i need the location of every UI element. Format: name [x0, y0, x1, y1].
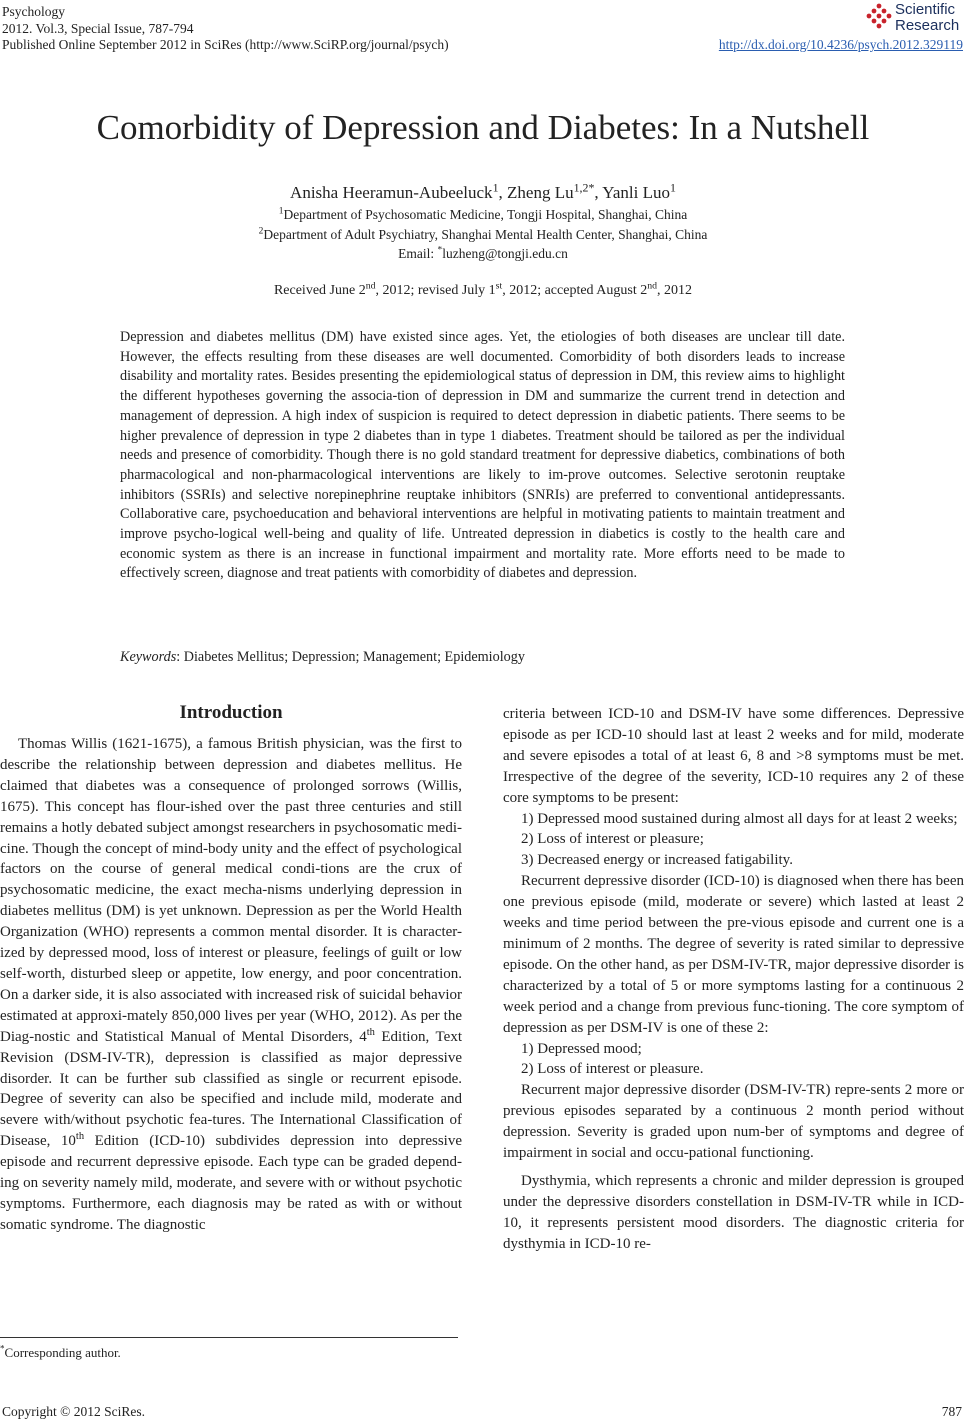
author-list: Anisha Heeramun-Aubeeluck$^1$, Zheng $Lu^{1,2*}$, Yanli Luo$^1$	[290, 180, 676, 202]
logo-text-line2: Research	[895, 17, 960, 34]
article-title: Comorbidity of Depression and Diabetes: In a Nutshell	[96, 108, 870, 147]
list-item: 1) Depressed mood;	[521, 1040, 642, 1057]
journal-header	[2, 4, 449, 54]
footnote: *Corresponding author.	[0, 1343, 121, 1360]
affiliation-2: $^2$Department of Adult Psychiatry, Shanghai Mental Health Center, Shanghai, China	[258, 226, 708, 242]
page-number: 787	[941, 1404, 962, 1419]
doi-link[interactable]: http://dx.doi.org/10.4236/psych.2012.329119	[718, 37, 963, 52]
list-item: 3) Decreased energy or increased fatigability.	[521, 852, 793, 869]
contact-email: Email: *luzheng@tongji.edu.cn	[398, 245, 568, 261]
email-address: luzheng@tongji.edu.cn	[442, 246, 568, 261]
logo-text-line1: Scientific	[895, 1, 956, 18]
logo-dots-icon	[864, 2, 894, 32]
journal-name: Psychology	[2, 4, 66, 19]
intro-paragraph-1: Thomas Willis (1621-1675), a famous British physician, was the first to describe the relationship between depression and diabetes mellitus. He claimed that diabetes was a consequence of prolonged sorrows (Willis, 1675). This concept has flour-ished over the past three centuries and still remains a hotly debated subject amongst researchers in psychosomatic medi-cine. Though the concept of mind-body unity and the effect of psychological factors on the course of general medical condi-tions are the crux of psychosomatic medicine, the exact mecha-nisms underlying depression in diabetes mellitus (DM) is yet unknown. Depression as per the World Health Organization (WHO) represents a common mental disorder. It is character-ized by depressed mood, loss of interest or pleasure, feelings of guilt or low self-worth, disturbed sleep or appetite, low energy, and poor concentration. On a darker side, it is also associated with increased risk of suicidal behavior estimated at approxi-mately 850,000 lives per year (WHO, 2012). As per the Diag-nostic and Statistical Manual of Mental Disorders, 4th Edition, Text Revision (DSM-IV-TR), depression is classified as major depressive disorder. It can be further sub classified as single or recurrent episode. Degree of severity can also be specified and include mild, moderate and severe with/without psychotic fea-tures. The International Classification of Disease, 10th Edition (ICD-10) subdivides depression into depressive episode and recurrent depressive episode. Each type can be graded depend-ing on severity namely mild, moderate, and severe with or without psychotic symptoms. Furthermore, each diagnosis may be rated as with or without somatic syndrome. The diagnostic	[0, 736, 463, 1233]
paragraph: Recurrent depressive disorder (ICD-10) is diagnosed when there has been one previous episode (mild, moderate or severe) which lasted at least 2 weeks and time period between the pre-vious episode and current one is a minimum of 2 months. The degree of severity is rated similar to depressive episode. On the other hand, as per DSM-IV-TR, major depressive disorder is characterized by a total of 5 or more symptoms lasting for a continuous 2 week period and a change from previous func-tioning. The core symptom of depression as per DSM-IV is one of these 2:	[503, 873, 964, 1036]
affiliation-1: $^1$Department of Psychosomatic Medicine, Tongji Hospital, Shanghai, China	[278, 206, 688, 222]
author-name: Anisha Heeramun-Aubeeluck	[290, 183, 493, 202]
keywords	[120, 649, 525, 666]
abstract: Depression and diabetes mellitus (DM) have existed since ages. Yet, the etiologies of both diseases are unclear till date. However, the effects resulting from these diseases are well documented. Comorbidity of both disorders leads to increase disability and mortality rates. Besides presenting the epidemiological status of depression in DM, this review aims to highlight the different hypotheses governing the associa-tion of depression in DM and summarize the current trend in detection and management of depression. A high index of suspicion is required to detect depression in diabetic patients. There seems to be higher prevalence of depression in type 2 diabetes than in type 1 diabetes. Treatment should be tailored as per the individual needs and presence of comorbidity. Though there is no gold standard treatment for depressive diabetics, combinations of both pharmacological and non-pharmacological interventions are likely to im-prove outcomes. Selective serotonin reuptake inhibitors (SSRIs) and selective norepinephrine reuptake inhibitors (SNRIs) are preferred to conventional antidepressants. Collaborative care, psychoeducation and behavioral interventions are helpful in motivating patients to maintain treatment and improve psycho-logical well-being and quality of life. Untreated depression in diabetics is costly to the health care and economic system as there is an increase in functional impairment and mortality rate. More efforts need to be made to effectively screen, diagnose and treat patients with comorbidity of diabetes and depression.	[120, 329, 845, 582]
section-heading-introduction: Introduction	[179, 702, 283, 723]
author-name: Zheng Lu	[507, 183, 574, 202]
author-affil-sup: 1,2*	[573, 180, 595, 195]
list-item: 2) Loss of interest or pleasure.	[521, 1061, 704, 1078]
journal-volume: 2012. Vol.3, Special Issue, 787-794	[2, 20, 194, 36]
copyright: Copyright © 2012 SciRes.	[2, 1404, 146, 1419]
received-dates: Received June 2nd, 2012; revised July 1st, 2012; accepted August 2nd, 2012	[273, 280, 693, 298]
list-item: 2) Loss of interest or pleasure;	[521, 831, 704, 848]
list-item: 1) Depressed mood sustained during almost all days for at least 2 weeks;	[521, 810, 958, 827]
keywords-list: : Diabetes Mellitus; Depression; Management; Epidemiology	[176, 649, 525, 665]
right-column	[503, 704, 964, 1255]
left-column	[0, 700, 462, 1236]
publication-info: Published Online September 2012 in SciRes (http://www.SciRP.org/journal/psych)	[2, 37, 449, 52]
paragraph: Dysthymia, which represents a chronic and milder depression is grouped under the depressive disorders constellation in DSM-IV-TR while in ICD-10, it represents persistent mood disorders. The diagnostic criteria for dysthymia in ICD-10 re-	[503, 1172, 964, 1252]
author-name: Yanli Luo	[602, 183, 670, 202]
scientific-research-logo	[864, 0, 964, 36]
paragraph: criteria between ICD-10 and DSM-IV have some differences. Depressive episode as per ICD-10 should last at least 2 weeks and for mild, moderate and severe episodes a total of at least 6, 8 and >8 symptoms must be met. Irrespective of the degree of the severity, ICD-10 requires any 2 of these core symptoms to be present:	[503, 706, 964, 806]
author-affil-sup: 1	[492, 180, 499, 195]
paragraph: Recurrent major depressive disorder (DSM-IV-TR) repre-sents 2 more or previous episodes separated by a continuous 2 month period without depression. Severity is graded upon num-ber of symptoms and degree of impairment in social and occu-pational functioning.	[503, 1082, 964, 1162]
footnote-divider	[0, 1337, 458, 1338]
keywords-label: Keywords	[120, 649, 177, 665]
author-affil-sup: 1	[669, 180, 676, 195]
